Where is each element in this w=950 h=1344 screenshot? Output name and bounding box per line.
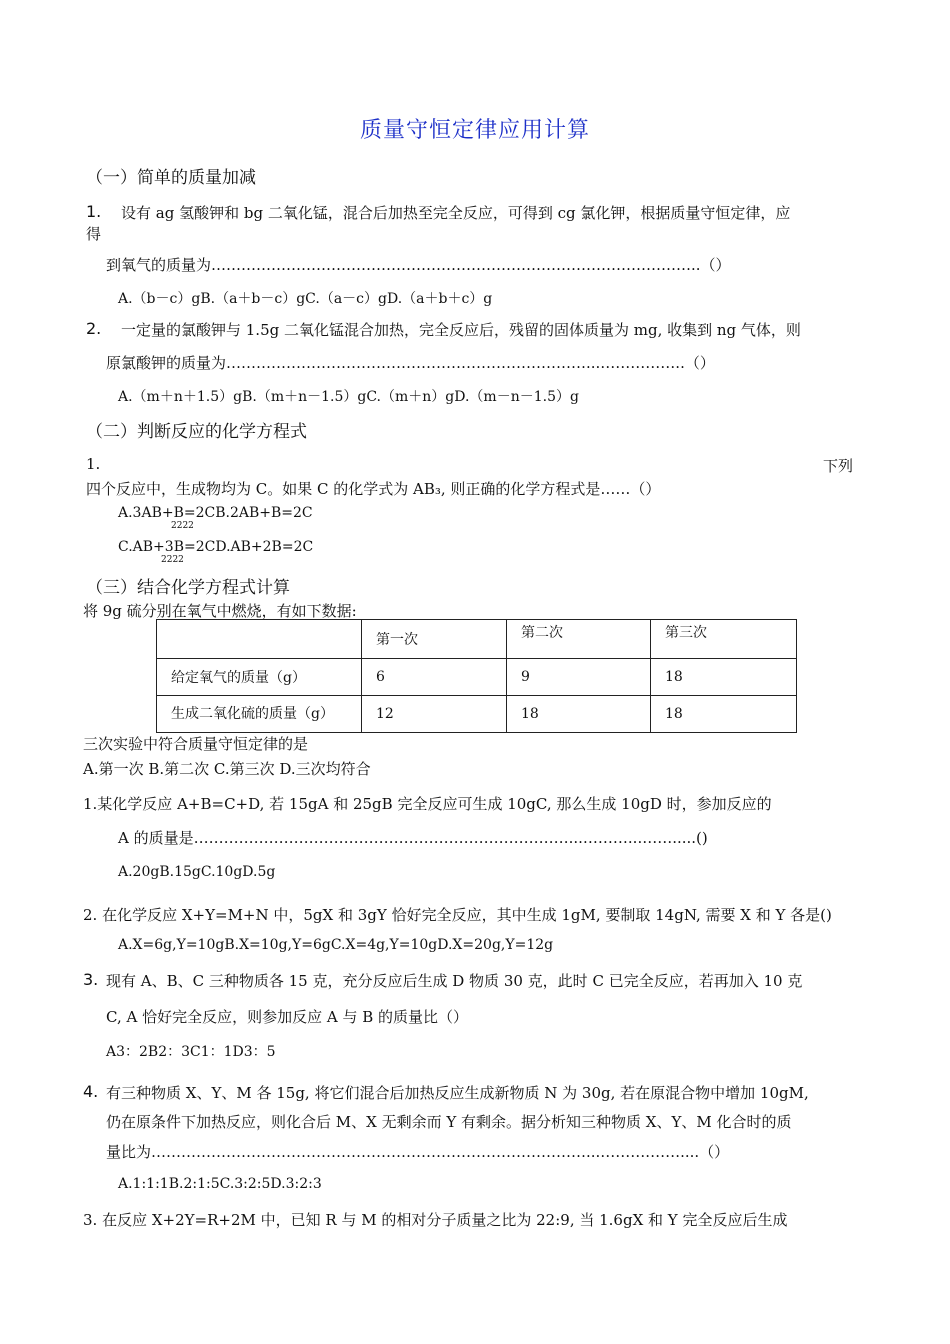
question-text-right: 下列: [823, 457, 854, 475]
question-text: 现有 A、B、C 三种物质各 15 克，充分反应后生成 D 物质 30 克，此时 C 已完全反应，若再加入 10 克: [106, 972, 803, 990]
table-cell: 9: [507, 659, 651, 696]
question-text: 原氯酸钾的质量为………………………………………………………………...……………..（）: [106, 354, 715, 372]
question-number: 3.: [83, 970, 99, 989]
table-cell: 生成二氧化硫的质量（g）: [157, 696, 362, 733]
answer-options: A.（m＋n＋1.5）gB.（m＋n－1.5）gC.（m＋n）gD.（m－n－1.5）g: [118, 389, 579, 405]
data-table: [156, 619, 797, 733]
answer-options: C.AB+3B=2CD.AB+2B=2C: [118, 539, 314, 555]
question-text: A 的质量是…………………………………………………………………...………...…….....(): [118, 829, 708, 847]
table-header-cell: [157, 620, 362, 659]
answer-options: A.20gB.15gC.10gD.5g: [118, 864, 276, 880]
question-number: 1.: [86, 455, 101, 473]
answer-options: A.X=6g,Y=10gB.X=10g,Y=6gC.X=4g,Y=10gD.X=20g,Y=12g: [118, 937, 554, 953]
table-header-cell: 第一次: [362, 620, 507, 659]
answer-options: A.（b－c）gB.（a＋b－c）gC.（a－c）gD.（a＋b＋c）g: [118, 291, 493, 307]
subscript-note: 2222: [161, 555, 184, 565]
question-text: 三次实验中符合质量守恒定律的是: [83, 735, 309, 753]
section-heading-1: （一）简单的质量加减: [86, 168, 256, 188]
section-heading-3: （三）结合化学方程式计算: [86, 578, 290, 598]
answer-options: A.第一次 B.第二次 C.第三次 D.三次均符合: [83, 760, 371, 778]
question-text: 一定量的氯酸钾与 1.5g 二氧化锰混合加热，完全反应后，残留的固体质量为 mg, 收集到 ng 气体，则: [121, 321, 801, 339]
table-row: [157, 696, 797, 733]
page-title: 质量守恒定律应用计算: [359, 118, 590, 143]
section-heading-2: （二）判断反应的化学方程式: [86, 422, 307, 442]
table-cell: 12: [362, 696, 507, 733]
question-number: 1.: [86, 202, 102, 221]
table-row: [157, 659, 797, 696]
question-number: 4.: [83, 1082, 99, 1101]
answer-options: A.1:1:1B.2:1:5C.3:2:5D.3:2:3: [118, 1176, 322, 1192]
question-text: 四个反应中，生成物均为 C。如果 C 的化学式为 AB₃, 则正确的化学方程式是……（）: [86, 480, 661, 498]
question-text: 3. 在反应 X+2Y=R+2M 中，已知 R 与 M 的相对分子质量之比为 22:9, 当 1.6gX 和 Y 完全反应后生成: [83, 1211, 788, 1229]
table-cell: 18: [507, 696, 651, 733]
question-text: 量比为……………………………………………………………………………...……….……....（）: [106, 1143, 730, 1161]
question-text-wrap: 得: [86, 225, 102, 243]
question-text: C, A 恰好完全反应，则参加反应 A 与 B 的质量比（）: [106, 1008, 469, 1026]
question-text: 2. 在化学反应 X+Y=M+N 中，5gX 和 3gY 恰好完全反应，其中生成 1gM, 要制取 14gN, 需要 X 和 Y 各是(): [83, 906, 832, 924]
question-text: 1.某化学反应 A+B=C+D, 若 15gA 和 25gB 完全反应可生成 10gC, 那么生成 10gD 时，参加反应的: [83, 795, 772, 813]
table-header-row: [157, 620, 797, 659]
table-cell: 给定氧气的质量（g）: [157, 659, 362, 696]
question-number: 2.: [86, 319, 102, 338]
table-header-cell: 第二次: [507, 620, 651, 659]
answer-options: A3：2B2：3C1：1D3：5: [106, 1044, 276, 1060]
table-header-cell: 第三次: [651, 620, 797, 659]
question-text: 有三种物质 X、Y、M 各 15g, 将它们混合后加热反应生成新物质 N 为 30g, 若在原混合物中增加 10gM,: [106, 1084, 809, 1102]
table-cell: 18: [651, 696, 797, 733]
question-intro: 将 9g 硫分别在氧气中燃烧，有如下数据:: [83, 602, 357, 620]
question-text: 设有 ag 氢酸钾和 bg 二氧化锰，混合后加热至完全反应，可得到 cg 氯化钾，根据质量守恒定律，应: [121, 204, 791, 222]
table-cell: 18: [651, 659, 797, 696]
question-text: 仍在原条件下加热反应，则化合后 M、X 无剩余而 Y 有剩余。据分析知三种物质 X、Y、M 化合时的质: [106, 1113, 792, 1131]
subscript-note: 2222: [171, 521, 194, 531]
question-text: 到氧气的质量为……………………………………………………………………………………..（）: [106, 256, 731, 274]
table-cell: 6: [362, 659, 507, 696]
answer-options: A.3AB+B=2CB.2AB+B=2C: [118, 505, 313, 521]
